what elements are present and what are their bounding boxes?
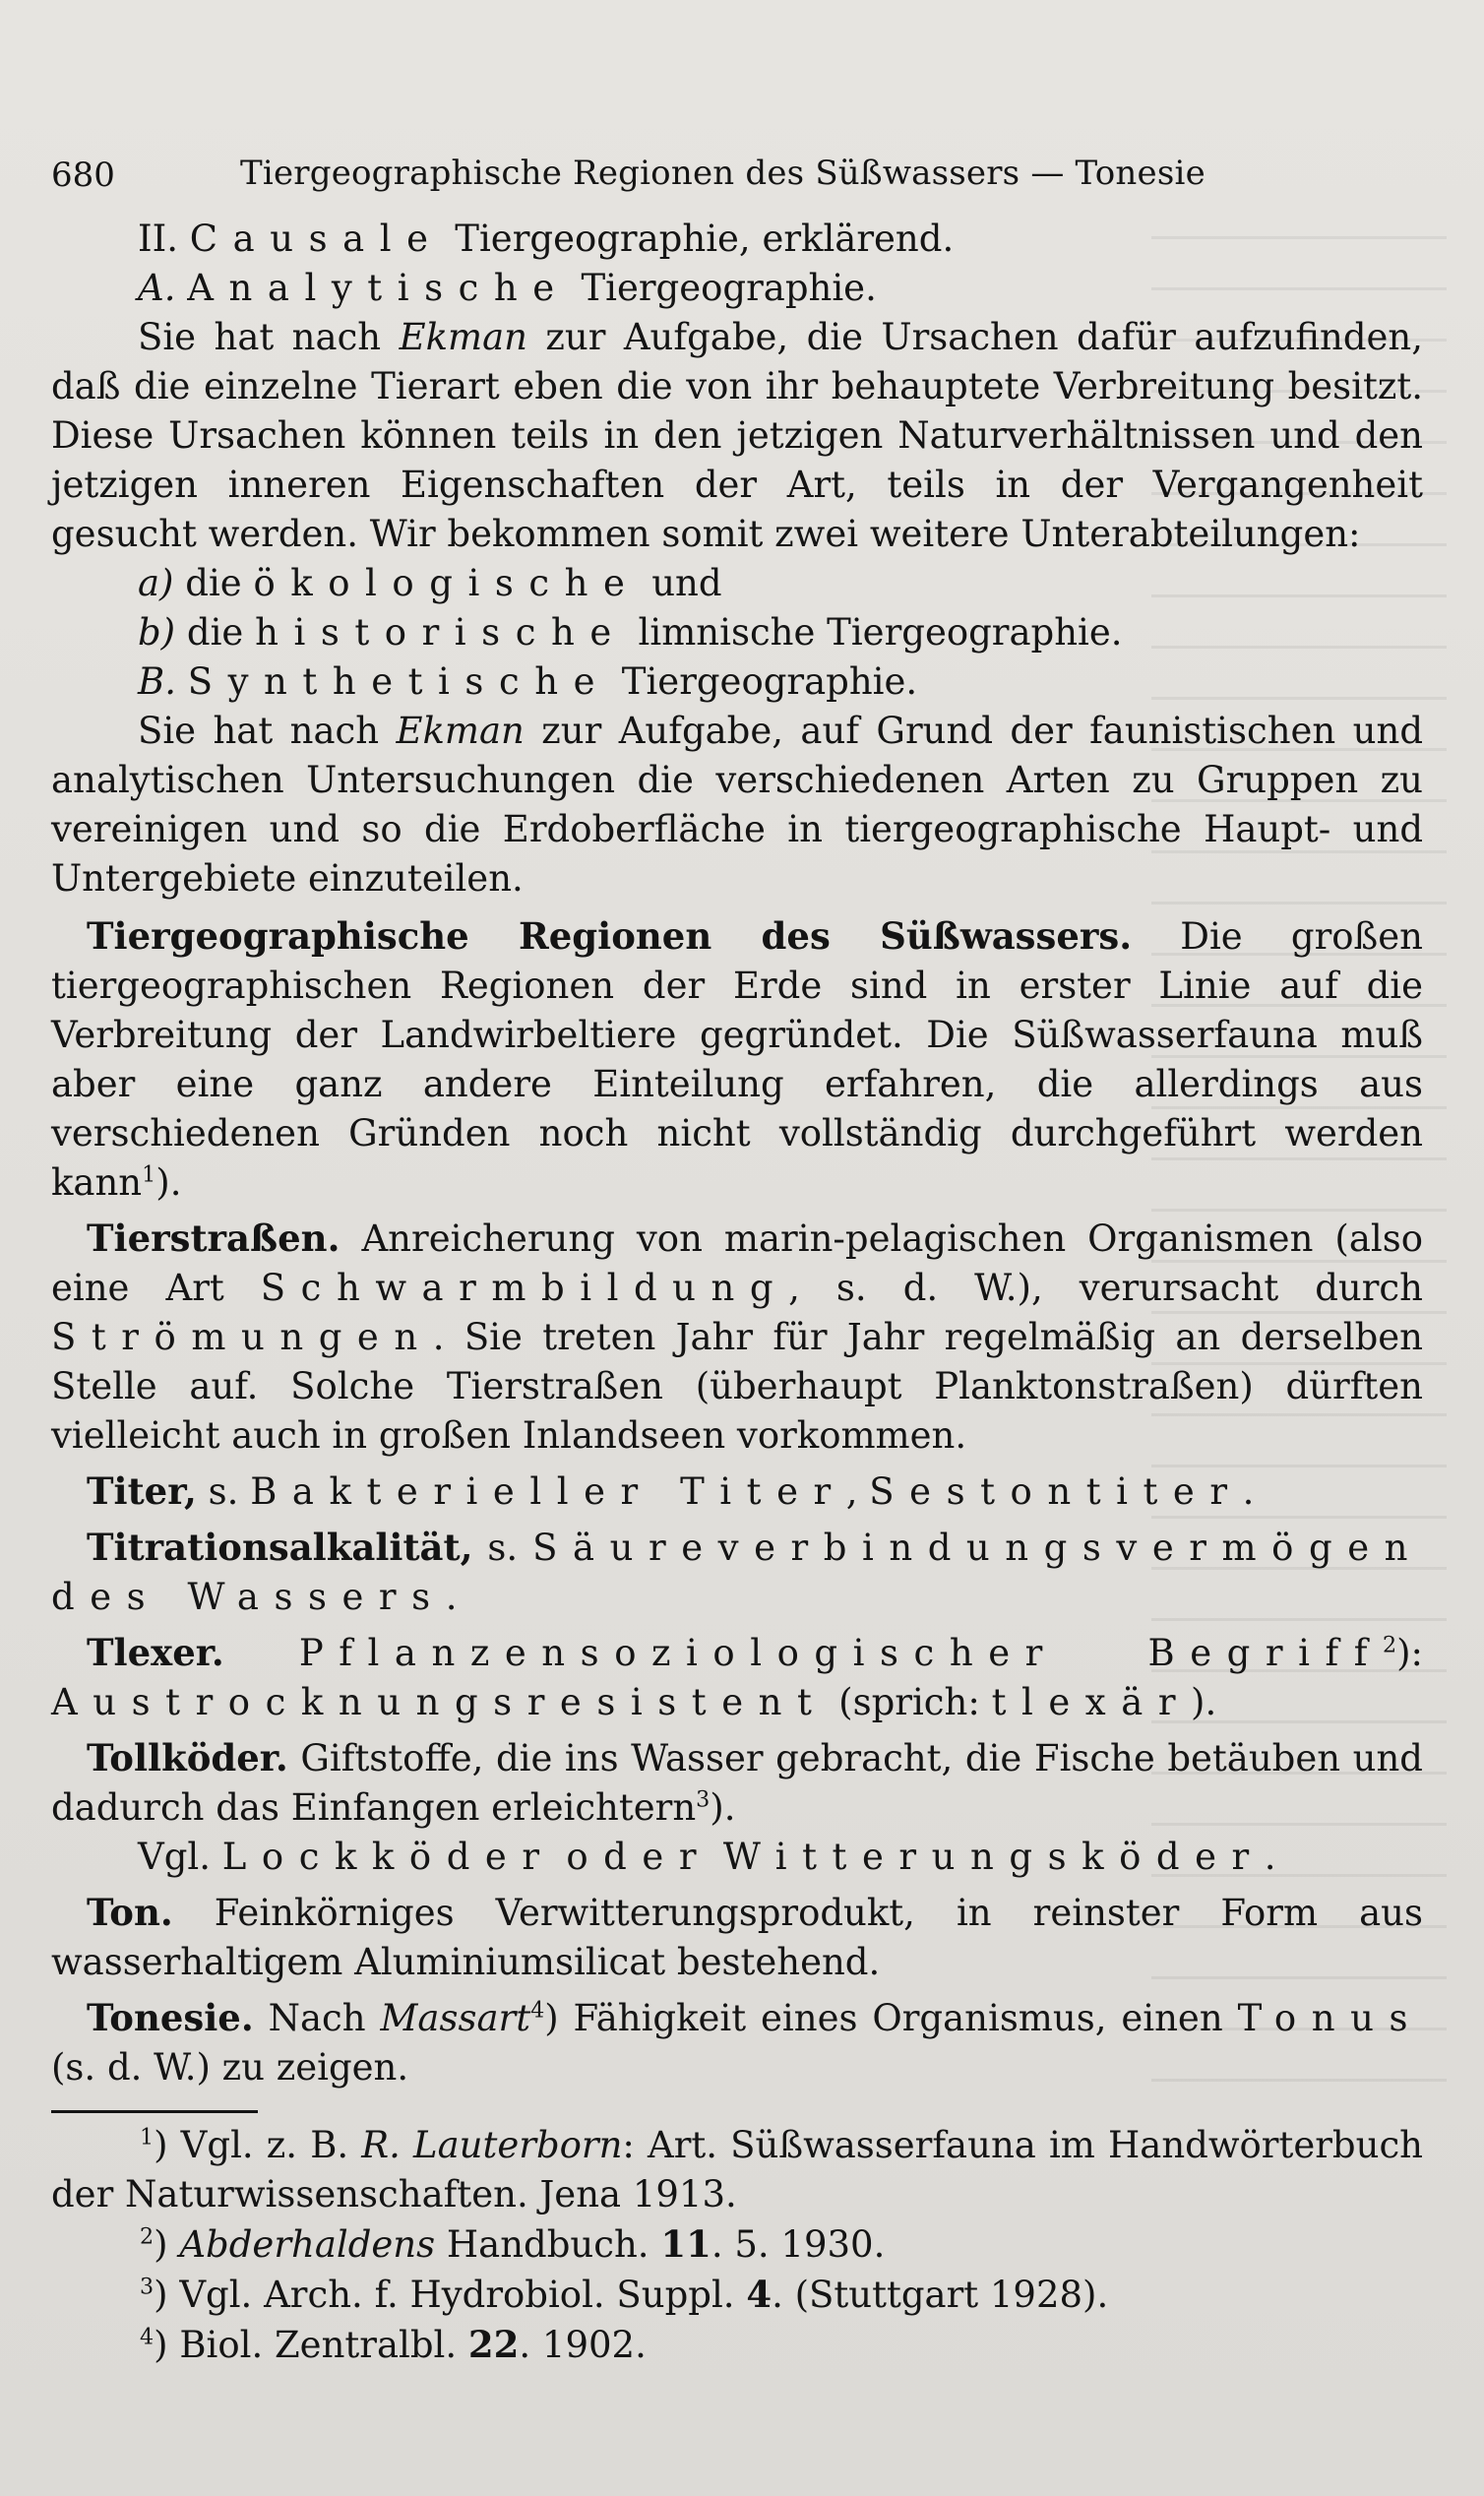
- footnote-divider: [51, 2110, 258, 2113]
- entry-lemma: Tonesie.: [87, 1996, 254, 2039]
- running-title: Tiergeographische Regionen des Süßwassers — Tonesie: [240, 154, 1206, 193]
- entry-lemma: Tiergeographische Regionen des Süßwassers.: [87, 914, 1133, 958]
- footnotes: [51, 2121, 1423, 2370]
- footnote-3: $^3$) Vgl. Arch. f. Hydrobiol. Suppl. 4. (Stuttgart 1928).: [140, 2273, 1109, 2316]
- paragraph-synthetische: Sie hat nach Ekman zur Aufgabe, auf Grund der faunistischen und analytischen Untersuchungen die verschiedenen Arten zu Gruppen zu vereinigen und so die Erdoberfläche in tiergeographische Haupt- und Untergebiete einzuteilen.: [51, 710, 1424, 900]
- entry-tierstrassen: Tierstraßen. Anreicherung von marin-pelagischen Organismen (also eine Art Schwarmbildung, s. d. W.), verursacht durch Strömungen. Sie treten Jahr für Jahr regelmäßig an derselben Stelle auf. Solche Tierstraßen (überhaupt Planktonstraßen) dürften vielleicht auch in großen Inlandseen vorkommen.: [51, 1217, 1423, 1457]
- section-heading-b: B. Synthetische Tiergeographie.: [138, 660, 918, 703]
- entry-lemma: Tierstraßen.: [87, 1217, 340, 1260]
- entry-titrationsalkalitaet: Titrationsalkalität, s. Säureverbindungsvermögen des Wassers.: [51, 1526, 1423, 1618]
- entry-tonesie: Tonesie. Nach Massart$^4$) Fähigkeit eines Organismus, einen Tonus (s. d. W.) zu zeigen.: [51, 1996, 1424, 2089]
- footnote-2: $^2$) Abderhaldens Handbuch. 11. 5. 1930.: [140, 2222, 886, 2266]
- section-heading-ii: II. Causale Tiergeographie, erklärend.: [138, 218, 955, 260]
- entry-ton: Ton. Feinkörniges Verwitterungsprodukt, in reinster Form aus wasserhaltigem Aluminiumsilicat bestehend.: [51, 1891, 1423, 1983]
- subitem-b: b) die historische limnische Tiergeographie.: [138, 611, 1123, 654]
- entry-lemma: Titer,: [87, 1469, 197, 1513]
- cross-reference-line: Vgl. Lockköder oder Witterungsköder.: [138, 1836, 1276, 1878]
- show-through-text: [1151, 236, 1447, 2106]
- author-name: Massart: [380, 1997, 531, 2039]
- paragraph-analytische: Sie hat nach Ekman zur Aufgabe, die Ursachen dafür aufzufinden, daß die einzelne Tierart eben die von ihr behauptete Verbreitung besitzt. Diese Ursachen können teils in den jetzigen Naturverhältnissen und den jetzigen inneren Eigenschaften der Art, teils in der Vergangenheit gesucht werden. Wir bekommen somit zwei weitere Unterabteilungen:: [51, 316, 1424, 555]
- entry-lemma: Titrationsalkalität,: [87, 1526, 473, 1569]
- page-number: 680: [51, 156, 115, 195]
- footnote-ref: 1: [142, 1161, 156, 1188]
- entry-titer: Titer, s. Bakterieller Titer, Sestontiter.: [87, 1469, 1255, 1513]
- entry-lemma: Tlexer.: [87, 1631, 224, 1674]
- section-heading-a: A. Analytische Tiergeographie.: [138, 267, 877, 309]
- footnote-ref: 3: [696, 1786, 711, 1813]
- author-name: Ekman: [396, 710, 525, 752]
- entry-tlexer: Tlexer. Pflanzensoziologischer Begriff$^2$): Austrocknungsresistent (sprich: tlexär).: [51, 1631, 1423, 1723]
- entry-tiergeographische-regionen: Tiergeographische Regionen des Süßwassers. Die großen tiergeographischen Regionen der Erde sind in erster Linie auf die Verbreitung der Landwirbeltiere gegründet. Die Süßwasserfauna muß aber eine ganz andere Einteilung erfahren, die allerdings aus verschiedenen Gründen noch nicht vollständig durchgeführt werden kann$^1$).: [51, 914, 1423, 1204]
- footnote-ref: 2: [1382, 1632, 1397, 1658]
- entry-tollkoeder: Tollköder. Giftstoffe, die ins Wasser gebracht, die Fische betäuben und dadurch das Einfangen erleichtern$^3$).: [51, 1736, 1423, 1829]
- page-header: [51, 156, 1423, 215]
- footnote-1: $^1$) Vgl. z. B. R. Lauterborn: Art. Süßwasserfauna im Handwörterbuch der Naturwissenschaften. Jena 1913.: [51, 2124, 1423, 2215]
- footnote-ref: 4: [530, 1997, 545, 2024]
- footnote-4: $^4$) Biol. Zentralbl. 22. 1902.: [140, 2323, 647, 2366]
- entry-lemma: Ton.: [87, 1891, 173, 1934]
- subitem-a: a) die ökologische und: [138, 562, 722, 604]
- entry-lemma: Tollköder.: [87, 1736, 288, 1779]
- author-name: Ekman: [399, 316, 527, 358]
